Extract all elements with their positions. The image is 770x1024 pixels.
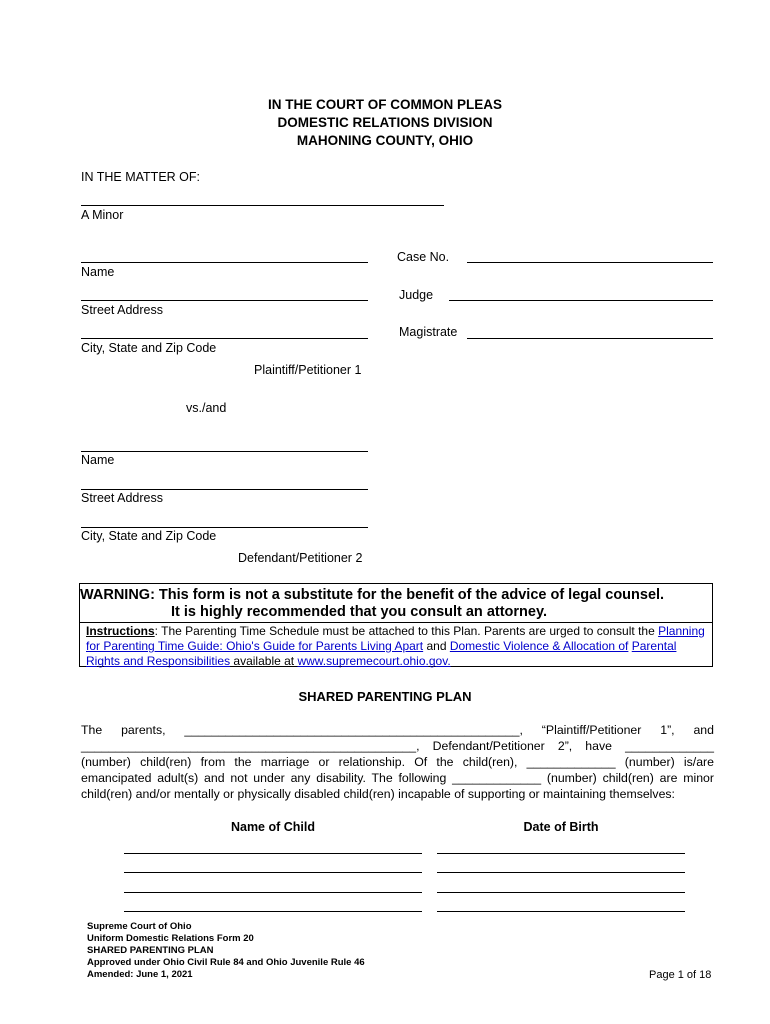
page-number: Page 1 of 18	[649, 969, 712, 981]
name-of-child-header: Name of Child	[230, 820, 316, 834]
child-name-line[interactable]	[124, 892, 422, 893]
instructions-and: and	[423, 639, 450, 653]
plaintiff-role-label: Plaintiff/Petitioner 1	[254, 363, 362, 377]
footer-line-3: SHARED PARENTING PLAN	[87, 945, 214, 956]
warning-line-1: WARNING: This form is not a substitute for the benefit of the advice of legal counsel.	[80, 587, 665, 603]
judge-line[interactable]	[449, 300, 713, 301]
footer-block	[87, 921, 365, 981]
child-name-line[interactable]	[124, 853, 422, 854]
plaintiff-city-line[interactable]	[81, 338, 368, 339]
instructions-label: Instructions	[86, 624, 155, 638]
court-header	[0, 96, 770, 150]
plaintiff-name-label: Name	[81, 265, 115, 279]
judge-label: Judge	[399, 288, 434, 302]
child-name-line[interactable]	[124, 872, 422, 873]
plan-paragraph: The parents, _________________________________________________, “Plaintiff/Petitioner 1”, and _________________________________________________, Defendant/Petitioner 2”, have _____________ (number) child(ren) from the marriage or relationship. Of the child(ren), _____________ (number) is/are emancipated adult(s) and not under any disability. The following _____________ (number) child(ren) are minor child(ren) and/or mentally or physically disabled child(ren) incapable of supporting or maintaining themselves:	[81, 723, 714, 801]
parental-rights-link[interactable]: Parental Rights and Responsibilities	[86, 639, 677, 668]
instructions-text: : The Parenting Time Schedule must be attached to this Plan. Parents are urged to consult the	[154, 624, 655, 638]
footer-line-4: Approved under Ohio Civil Rule 84 and Ohio Juvenile Rule 46	[87, 957, 365, 968]
child-name-line[interactable]	[124, 911, 422, 912]
child-dob-line[interactable]	[437, 872, 685, 873]
supreme-court-link[interactable]: www.supremecourt.ohio.gov.	[297, 654, 451, 668]
defendant-street-line[interactable]	[81, 489, 368, 490]
minor-name-line[interactable]	[81, 205, 444, 206]
magistrate-label: Magistrate	[399, 325, 458, 339]
warning-title	[80, 587, 712, 621]
plaintiff-street-line[interactable]	[81, 300, 368, 301]
a-minor-label: A Minor	[81, 208, 124, 222]
domestic-violence-link[interactable]: Domestic Violence & Allocation of	[449, 639, 629, 653]
defendant-city-line[interactable]	[81, 527, 368, 528]
defendant-role-label: Defendant/Petitioner 2	[238, 551, 363, 565]
warning-line-2: It is highly recommended that you consult an attorney.	[171, 604, 547, 620]
warning-box	[79, 583, 713, 667]
defendant-street-label: Street Address	[81, 491, 163, 505]
child-dob-line[interactable]	[437, 853, 685, 854]
date-of-birth-header: Date of Birth	[523, 820, 599, 834]
plaintiff-street-label: Street Address	[81, 303, 163, 317]
child-dob-line[interactable]	[437, 892, 685, 893]
defendant-name-line[interactable]	[81, 451, 368, 452]
case-no-label: Case No.	[397, 250, 450, 264]
parenting-time-guide-link[interactable]: Planning for Parenting Time Guide: Ohio's Guide for Parents Living Apart	[86, 624, 705, 653]
plan-title: SHARED PARENTING PLAN	[298, 689, 472, 704]
header-line-3: MAHONING COUNTY, OHIO	[296, 133, 474, 148]
in-matter-of-label: IN THE MATTER OF:	[81, 170, 200, 184]
child-dob-line[interactable]	[437, 911, 685, 912]
case-no-line[interactable]	[467, 262, 713, 263]
defendant-city-label: City, State and Zip Code	[81, 529, 217, 543]
footer-line-5: Amended: June 1, 2021	[87, 969, 193, 980]
footer-line-1: Supreme Court of Ohio	[87, 921, 192, 932]
plaintiff-name-line[interactable]	[81, 262, 368, 263]
header-line-1: IN THE COURT OF COMMON PLEAS	[268, 97, 502, 112]
footer-line-2: Uniform Domestic Relations Form 20	[87, 933, 254, 944]
magistrate-line[interactable]	[467, 338, 713, 339]
instructions-available: available at	[230, 654, 298, 668]
plaintiff-city-label: City, State and Zip Code	[81, 341, 217, 355]
vs-label: vs./and	[186, 401, 227, 415]
warning-divider	[80, 622, 712, 623]
defendant-name-label: Name	[81, 453, 115, 467]
header-line-2: DOMESTIC RELATIONS DIVISION	[277, 115, 493, 130]
instructions	[86, 624, 708, 669]
